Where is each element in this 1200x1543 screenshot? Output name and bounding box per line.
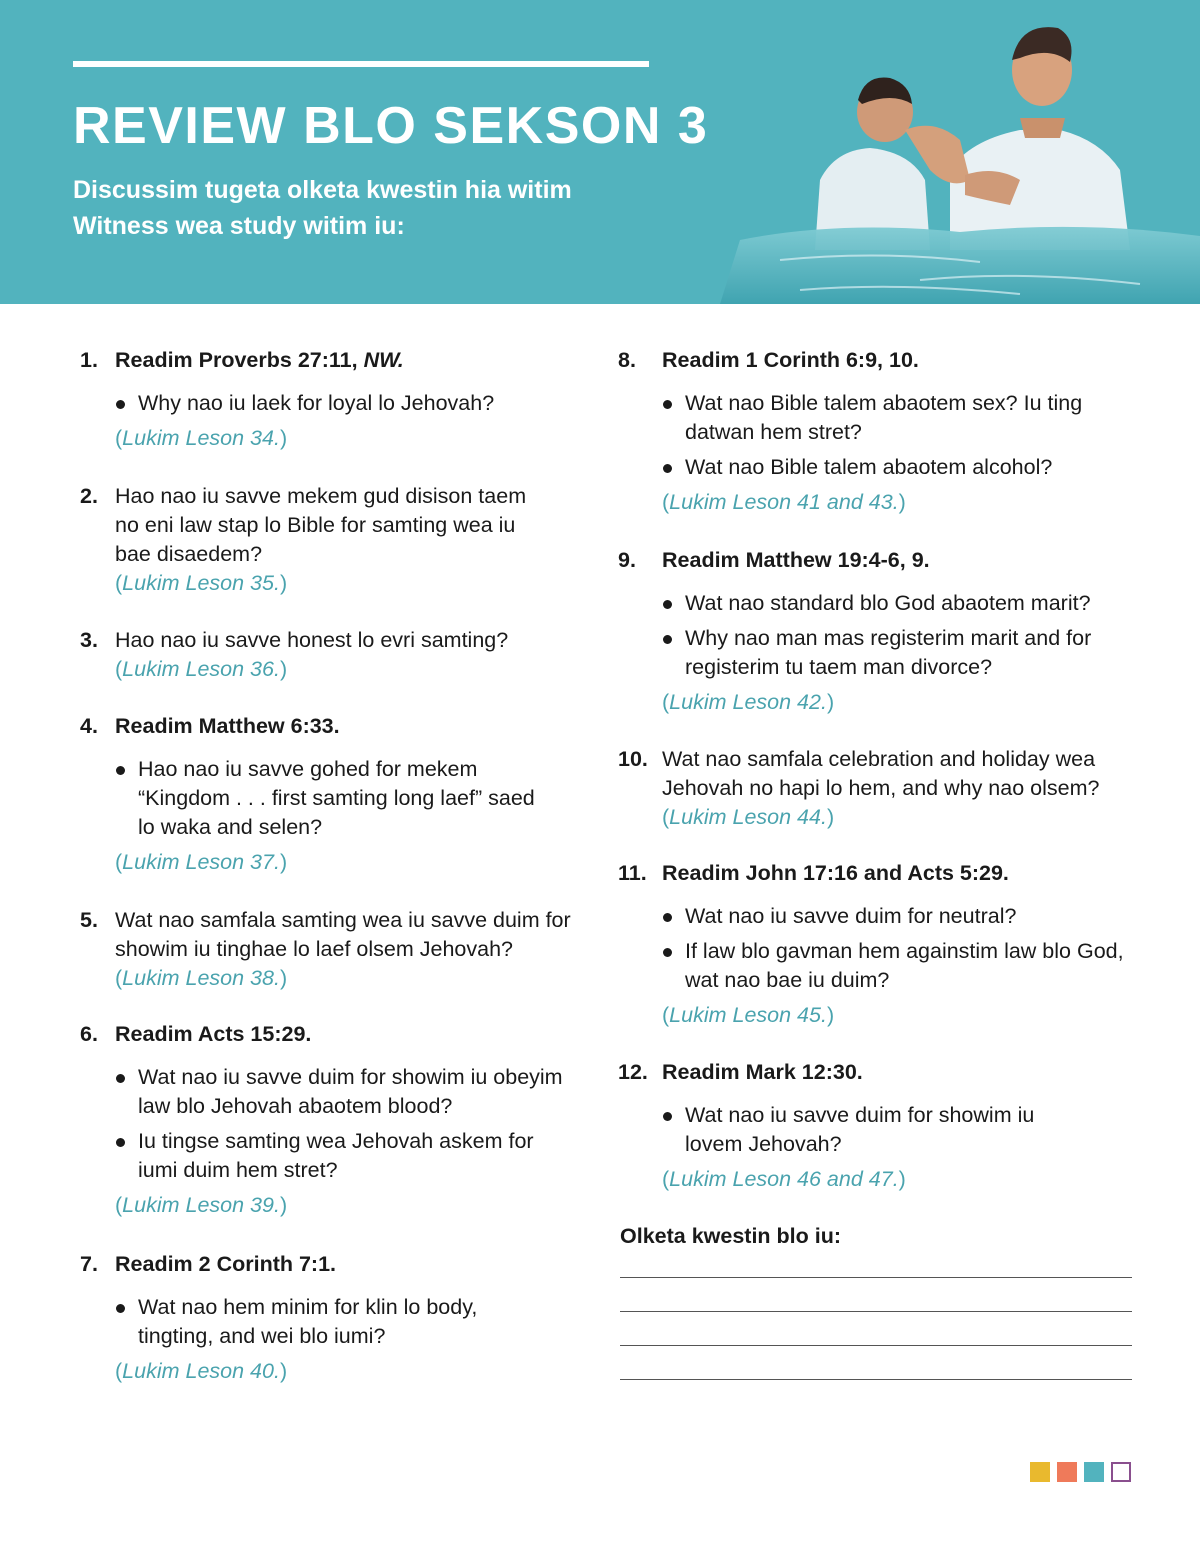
bullet-item: Iu tingse samting wea Jehovah askem for iumi duim hem stret? bbox=[138, 1127, 568, 1185]
question-text-italic: NW. bbox=[363, 348, 404, 372]
bullet-item: Hao nao iu savve gohed for mekem “Kingdom . . . first samting long laef” saed lo waka and selen? bbox=[138, 755, 538, 842]
bullet-item: Wat nao Bible talem abaotem sex? Iu ting datwan hem stret? bbox=[685, 389, 1125, 447]
question-number: 12. bbox=[618, 1060, 648, 1084]
bullet-item: If law blo gavman hem againstim law blo God, wat nao bae iu duim? bbox=[685, 937, 1125, 995]
bullet-item: Wat nao iu savve duim for neutral? bbox=[685, 902, 1125, 931]
question-number: 1. bbox=[80, 348, 98, 372]
bullet-item: Wat nao iu savve duim for showim iu obeyim law blo Jehovah abaotem blood? bbox=[138, 1063, 568, 1121]
bullet-item: Why nao iu laek for loyal lo Jehovah? bbox=[138, 389, 590, 418]
reference-link[interactable]: Lukim Leson 46 and 47. bbox=[669, 1167, 899, 1191]
writing-line[interactable] bbox=[620, 1311, 1132, 1312]
question-12: 12. Readim Mark 12:30. Wat nao iu savve duim for showim iu lovem Jehovah? (Lukim Leson 46 and 47.) bbox=[618, 1058, 1158, 1194]
reference-link[interactable]: Lukim Leson 34. bbox=[122, 426, 280, 450]
color-square-orange bbox=[1057, 1462, 1077, 1482]
question-9: 9. Readim Matthew 19:4-6, 9. Wat nao standard blo God abaotem marit? Why nao man mas registerim marit and for registerim tu taem man divorce? (Lukim Leson 42.) bbox=[618, 546, 1158, 717]
question-number: 5. bbox=[80, 908, 98, 932]
question-text: Readim Proverbs 27:11, bbox=[115, 348, 364, 372]
reference-link[interactable]: Lukim Leson 42. bbox=[669, 690, 827, 714]
question-text: Readim John 17:16 and Acts 5:29. bbox=[662, 861, 1009, 885]
own-questions-title: Olketa kwestin blo iu: bbox=[620, 1224, 842, 1248]
bullet-item: Wat nao hem minim for klin lo body, tingting, and wei blo iumi? bbox=[138, 1293, 538, 1351]
question-text: Readim Matthew 19:4-6, 9. bbox=[662, 548, 930, 572]
question-7: 7. Readim 2 Corinth 7:1. Wat nao hem minim for klin lo body, tingting, and wei blo iumi? (Lukim Leson 40.) bbox=[80, 1250, 590, 1386]
question-number: 2. bbox=[80, 484, 98, 508]
question-2: 2. Hao nao iu savve mekem gud disison taem no eni law stap lo Bible for samting wea iu bae disaedem? (Lukim Leson 35.) bbox=[80, 482, 590, 598]
bullet-item: Wat nao standard blo God abaotem marit? bbox=[685, 589, 1125, 618]
color-square-yellow bbox=[1030, 1462, 1050, 1482]
writing-line[interactable] bbox=[620, 1379, 1132, 1380]
bullet-item: Why nao man mas registerim marit and for registerim tu taem man divorce? bbox=[685, 624, 1125, 682]
reference-link[interactable]: Lukim Leson 40. bbox=[122, 1359, 280, 1383]
question-number: 3. bbox=[80, 628, 98, 652]
question-text: Hao nao iu savve honest lo evri samting? bbox=[115, 628, 509, 652]
reference-link[interactable]: Lukim Leson 45. bbox=[669, 1003, 827, 1027]
reference-link[interactable]: Lukim Leson 37. bbox=[122, 850, 280, 874]
question-text: Readim Mark 12:30. bbox=[662, 1060, 863, 1084]
question-number: 8. bbox=[618, 348, 636, 372]
reference-link[interactable]: Lukim Leson 41 and 43. bbox=[669, 490, 899, 514]
question-text: Readim Acts 15:29. bbox=[115, 1022, 312, 1046]
reference-link[interactable]: Lukim Leson 44. bbox=[669, 805, 827, 829]
header-rule bbox=[73, 61, 649, 67]
bullet-item: Wat nao Bible talem abaotem alcohol? bbox=[685, 453, 1125, 482]
writing-line[interactable] bbox=[620, 1345, 1132, 1346]
question-number: 11. bbox=[618, 861, 647, 885]
page-title: REVIEW BLO SEKSON 3 bbox=[73, 97, 709, 155]
question-text: Readim 1 Corinth 6:9, 10. bbox=[662, 348, 919, 372]
question-text: Wat nao samfala celebration and holiday wea Jehovah no hapi lo hem, and why nao olsem? bbox=[662, 747, 1100, 800]
question-text: Wat nao samfala samting wea iu savve duim for showim iu tinghae lo laef olsem Jehovah? bbox=[115, 908, 571, 961]
question-10: 10. Wat nao samfala celebration and holiday wea Jehovah no hapi lo hem, and why nao olsem? (Lukim Leson 44.) bbox=[618, 745, 1158, 832]
reference-link[interactable]: Lukim Leson 36. bbox=[122, 657, 280, 681]
question-text: Hao nao iu savve mekem gud disison taem no eni law stap lo Bible for samting wea iu bae disaedem? bbox=[115, 484, 527, 566]
question-text: Readim Matthew 6:33. bbox=[115, 714, 340, 738]
baptism-illustration bbox=[720, 0, 1200, 304]
header-banner bbox=[0, 0, 1200, 304]
reference-link[interactable]: Lukim Leson 35. bbox=[122, 571, 280, 595]
reference-link[interactable]: Lukim Leson 38. bbox=[122, 966, 280, 990]
question-number: 4. bbox=[80, 714, 98, 738]
question-11: 11. Readim John 17:16 and Acts 5:29. Wat nao iu savve duim for neutral? If law blo gavman hem againstim law blo God, wat nao bae iu duim? (Lukim Leson 45.) bbox=[618, 861, 1124, 1027]
question-number: 7. bbox=[80, 1252, 98, 1276]
question-8: 8. Readim 1 Corinth 6:9, 10. Wat nao Bible talem abaotem sex? Iu ting datwan hem stret? Wat nao Bible talem abaotem alcohol? (Lukim Leson 41 and 43.) bbox=[618, 346, 1158, 517]
bullet-item: Wat nao iu savve duim for showim iu lovem Jehovah? bbox=[685, 1101, 1065, 1159]
reference-link[interactable]: Lukim Leson 39. bbox=[122, 1193, 280, 1217]
question-number: 6. bbox=[80, 1022, 98, 1046]
question-3: 3. Hao nao iu savve honest lo evri samting? (Lukim Leson 36.) bbox=[80, 628, 509, 681]
question-1: 1. Readim Proverbs 27:11, NW. Why nao iu laek for loyal lo Jehovah? (Lukim Leson 34.) bbox=[80, 346, 590, 453]
question-5: 5. Wat nao samfala samting wea iu savve duim for showim iu tinghae lo laef olsem Jehovah? (Lukim Leson 38.) bbox=[80, 906, 590, 993]
color-square-outline bbox=[1111, 1462, 1131, 1482]
question-4: 4. Readim Matthew 6:33. Hao nao iu savve gohed for mekem “Kingdom . . . first samting long laef” saed lo waka and selen? (Lukim Leson 37.) bbox=[80, 712, 590, 877]
question-6: 6. Readim Acts 15:29. Wat nao iu savve duim for showim iu obeyim law blo Jehovah abaotem blood? Iu tingse samting wea Jehovah askem for iumi duim hem stret? (Lukim Leson 39.) bbox=[80, 1020, 590, 1220]
page-subtitle: Discussim tugeta olketa kwestin hia witim Witness wea study witim iu: bbox=[73, 176, 572, 240]
question-number: 10. bbox=[618, 747, 648, 771]
question-number: 9. bbox=[618, 548, 636, 572]
writing-line[interactable] bbox=[620, 1277, 1132, 1278]
color-square-teal bbox=[1084, 1462, 1104, 1482]
question-text: Readim 2 Corinth 7:1. bbox=[115, 1252, 337, 1276]
